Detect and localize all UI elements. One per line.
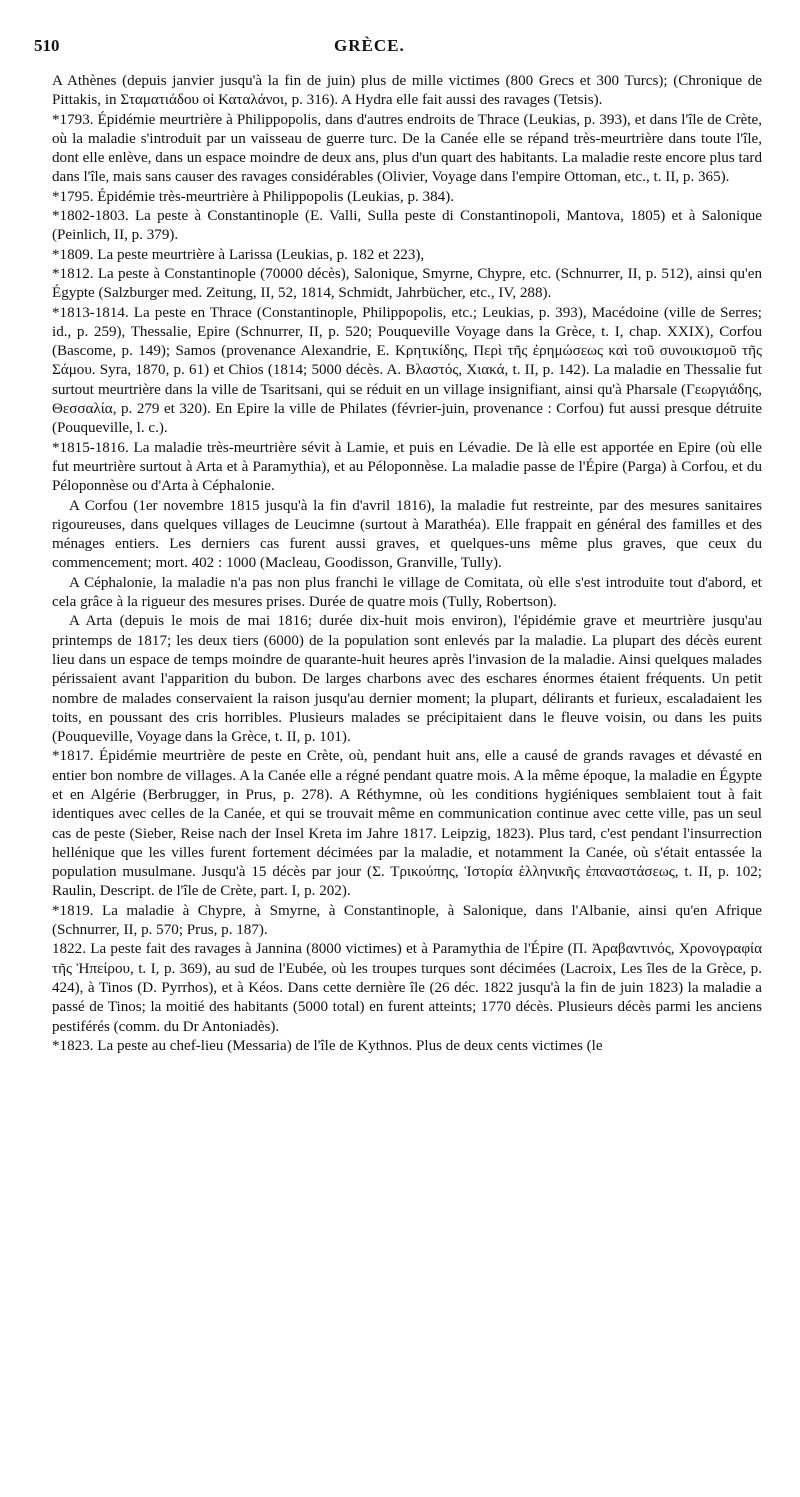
paragraph-athenes: A Athènes (depuis janvier jusqu'à la fin de juin) plus de mille victimes (800 Grecs et 300 Turcs); (Chronique de Pittakis, in Σταματιάδου οἱ Καταλάνοι, p. 316). A Hydra elle fait aussi des ravages (Tetsis). <box>52 73 762 109</box>
paragraph-1795: *1795. Épidémie très-meurtrière à Philippopolis (Leukias, p. 384). <box>52 188 454 205</box>
paragraph-1809: *1809. La peste meurtrière à Larissa (Leukias, p. 182 et 223), <box>52 246 425 263</box>
paragraph-1812: *1812. La peste à Constantinople (70000 décès), Salonique, Smyrne, Chypre, etc. (Schnurrer, II, p. 512), ainsi qu'en Égypte (Salzburger med. Zeitung, II, 52, 1814, Schmidt, Jahrbücher, etc., IV, 288). <box>52 265 762 302</box>
paragraph-1817: *1817. Épidémie meurtrière de peste en Crète, où, pendant huit ans, elle a causé de grands ravages et dévasté en entier bon nombre de villages. A la Canée elle a régné pendant quatre mois. A la même époque, la maladie en Égypte et en Algérie (Berbrugger, in Prus, p. 278). A Réthymne, où les conditions hygiéniques semblaient tout à fait identiques avec celles de la Canée, et qui se trouvait même en communication continue avec cette ville, pas un seul cas de peste (Sieber, Reise nach der Insel Kreta im Jahre 1817. Leipzig, 1823). Plus tard, c'est pendant l'insurrection hellénique que les villes furent fortement décimées par la maladie, et notamment la Canée, où s'était entassée la population musulmane. Jusqu'à 15 décès par jour (Σ. Τρικούπης, Ἱστορία ἑλληνικῆς ἐπαναστάσεως, t. II, p. 102; Raulin, Descript. de l'île de Crète, part. I, p. 202). <box>52 748 762 900</box>
paragraph-1822: 1822. La peste fait des ravages à Jannina (8000 victimes) et à Paramythia de l'Épire (Π. Ἀραβαντινός, Χρονογραφία τῆς Ἠπείρου, t. I, p. 369), au sud de l'Eubée, où les troupes turques sont décimées (Lacroix, Les îles de la Grèce, p. 424), à Tinos (D. Pyrrhos), et à Kéos. Dans cette dernière île (26 déc. 1822 jusqu'à la fin de juin 1823) la maladie a passé de Tinos; la moitié des habitants (5000 total) en furent atteints; 1770 décès. Plusieurs décès parmi les anciens pestiférés (comm. du Dr Antoniadès). <box>52 941 762 1035</box>
paragraph-arta: A Arta (depuis le mois de mai 1816; durée dix-huit mois environ), l'épidémie grave et meurtrière jusqu'au printemps de 1817; les deux tiers (6000) de la population sont enlevés par la maladie. La plupart des décès eurent lieu dans un espace de temps moindre de quarante-huit heures après l'invasion de la maladie. Ainsi quelques malades périssaient avant l'apparition du bubon. De larges charbons avec des eschares énormes étaient fréquents. Un petit nombre de malades conservaient la raison jusqu'au dernier moment; la plupart, délirants et furieux, escaladaient les toits, en poussant des cris horribles. Plusieurs malades se précipitaient dans le fleuve voisin, ou dans les puits (Pouqueville, Voyage dans la Grèce, t. II, p. 101). <box>52 613 762 746</box>
page-number: 510 <box>34 36 60 55</box>
running-title: GRÈCE. <box>334 36 405 55</box>
body-text <box>52 72 762 1056</box>
paragraph-1823: *1823. La peste au chef-lieu (Messaria) de l'île de Kythnos. Plus de deux cents victimes (le <box>52 1037 603 1054</box>
paragraph-cephalonie: A Céphalonie, la maladie n'a pas non plus franchi le village de Comitata, où elle s'est introduite tout d'abord, et cela grâce à la rigueur des mesures prises. Durée de quatre mois (Tully, Robertson). <box>52 574 762 611</box>
paragraph-1793: *1793. Épidémie meurtrière à Philippopolis, dans d'autres endroits de Thrace (Leukias, p. 393), et dans l'île de Crète, où la maladie s'introduit par un vaisseau de guerre turc. De la Canée elle se répand très-meurtrière dans toute l'île, dont elle enlève, dans un espace moindre de deux ans, plus d'un quart des habitants. La maladie reste encore plus tard dans l'île, mais sans causer des ravages considérables (Olivier, Voyage dans l'empire Ottoman, etc., t. II, p. 365). <box>52 111 762 186</box>
paragraph-corfou: A Corfou (1er novembre 1815 jusqu'à la fin d'avril 1816), la maladie fut restreinte, par des mesures sanitaires rigoureuses, dans quelques villages de Leucimne (surtout à Marathéa). Elle frappait en général des familles et des ménages entiers. Les derniers cas furent aussi graves, et quelques-uns même plus graves, que ceux du commencement; mort. 402 : 1000 (Macleau, Goodisson, Granville, Tully). <box>52 497 762 572</box>
paragraph-1802-1803: *1802-1803. La peste à Constantinople (E. Valli, Sulla peste di Constantinopoli, Mantova, 1805) et à Salonique (Peinlich, II, p. 379). <box>52 208 762 244</box>
paragraph-1815-1816: *1815-1816. La maladie très-meurtrière sévit à Lamie, et puis en Lévadie. De là elle est apportée en Epire (où elle fut meurtrière surtout à Arta et à Paramythia), et au Péloponnèse. La maladie passe de l'Épire (Parga) à Corfou, et du Péloponnèse ou d'Arta à Céphalonie. <box>52 439 762 495</box>
page-header <box>34 36 762 64</box>
paragraph-1819: *1819. La maladie à Chypre, à Smyrne, à Constantinople, à Salonique, dans l'Albanie, ainsi qu'en Afrique (Schnurrer, II, p. 570; Prus, p. 187). <box>52 902 762 939</box>
paragraph-1813-1814: *1813-1814. La peste en Thrace (Constantinople, Philippopolis, etc.; Leukias, p. 393), Macédoine (ville de Serres; id., p. 259), Thessalie, Epire (Schnurrer, II, p. 520; Pouqueville Voyage dans la Grèce, t. I, chap. XXIX), Corfou (Bascome, p. 149); Samos (provenance Alexandrie, E. Κρητικίδης, Περὶ τῆς ἐρημώσεως καὶ τοῦ συνοικισμοῦ τῆς Σάμου. Syra, 1870, p. 61) et Chios (1814; 5000 décès. A. Βλαστός, Χιακά, t. II, p. 142). La maladie en Thessalie fut surtout meurtrière dans la ville de Tsaritsani, qui se réduit en un village insignifiant, ainsi qu'à Pharsale (Γεωργιάδης, Θεσσαλία, p. 279 et 320). En Epire la ville de Philates (février-juin, provenance : Corfou) fut aussi presque détruite (Pouqueville, l. c.). <box>52 304 762 437</box>
